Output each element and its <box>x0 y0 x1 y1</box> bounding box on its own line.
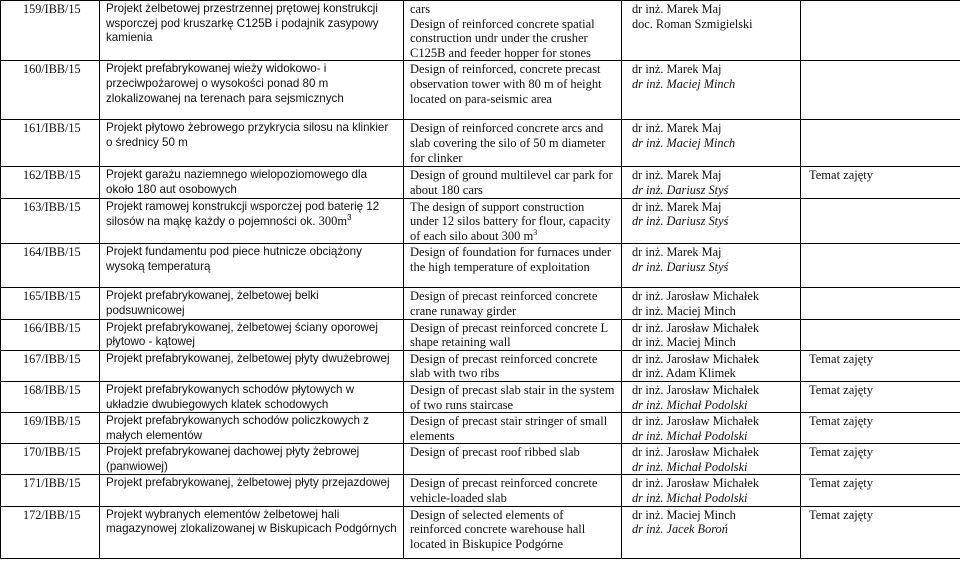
supervisor-name: dr inż. Jarosław Michałek <box>632 289 760 304</box>
topic-pl-superscript: 3 <box>347 213 352 223</box>
table-row <box>1 381 960 412</box>
table-row <box>1 444 960 475</box>
topic-id-cell: 164/IBB/15 <box>1 244 100 288</box>
supervisor-name: dr inż. Maciej Minch <box>632 335 736 350</box>
supervisor-name: dr inż. Michał Podolski <box>632 397 748 412</box>
supervisor-name: dr inż. Maciej Minch <box>632 76 736 91</box>
status-cell <box>801 244 960 288</box>
supervisor-name: dr inż. Dariusz Styś <box>632 214 729 229</box>
topic-id-cell: 171/IBB/15 <box>1 475 100 506</box>
supervisor-name: dr inż. Jarosław Michałek <box>632 351 760 366</box>
topic-en-cell: Design of precast reinforced concrete crane runaway girder <box>404 288 622 319</box>
supervisor-name: dr inż. Marek Maj <box>632 2 722 16</box>
supervisor-name: dr inż. Maciej Minch <box>632 303 736 318</box>
supervisors-cell <box>622 413 801 444</box>
supervisor-name: doc. Roman Szmigielski <box>632 16 753 31</box>
status-cell <box>801 319 960 350</box>
table-row <box>1 475 960 506</box>
topic-id-cell: 165/IBB/15 <box>1 288 100 319</box>
topic-en-cell: cars Design of reinforced concrete spatial construction undr under the crusher C125B and feeder hopper for stones <box>404 1 622 61</box>
topic-en-cell: Design of foundation for furnaces under the high temperature of exploitation <box>404 244 622 288</box>
topic-en-cell: Design of ground multilevel car park for about 180 cars <box>404 167 622 198</box>
supervisors-cell <box>622 288 801 319</box>
status-cell <box>801 288 960 319</box>
topic-id-cell: 170/IBB/15 <box>1 444 100 475</box>
status-cell: Temat zajęty <box>801 506 960 558</box>
status-cell: Temat zajęty <box>801 381 960 412</box>
supervisor-name: dr inż. Dariusz Styś <box>632 259 729 274</box>
table-row <box>1 350 960 381</box>
status-cell: Temat zajęty <box>801 413 960 444</box>
topic-en-cell: Design of precast reinforced concrete vehicle-loaded slab <box>404 475 622 506</box>
supervisor-name: dr inż. Adam Klimek <box>632 366 736 381</box>
supervisor-name: dr inż. Marek Maj <box>632 121 722 136</box>
topic-id-cell: 168/IBB/15 <box>1 381 100 412</box>
status-cell <box>801 120 960 167</box>
supervisor-name: dr inż. Michał Podolski <box>632 491 748 506</box>
topic-pl-cell: Projekt płytowo żebrowego przykrycia silosu na klinkier o średnicy 50 m <box>100 120 404 167</box>
topic-en-cell <box>404 198 622 244</box>
topic-pl-cell: Projekt prefabrykowanej, żelbetowej płyty przejazdowej <box>100 475 404 506</box>
supervisors-cell <box>622 244 801 288</box>
supervisors-cell <box>622 61 801 120</box>
supervisor-name: dr inż. Maciej Minch <box>632 507 736 522</box>
topic-en-cell: Design of precast reinforced concrete L shape retaining wall <box>404 319 622 350</box>
topic-id-cell: 172/IBB/15 <box>1 506 100 558</box>
supervisor-name: dr inż. Michał Podolski <box>632 459 748 474</box>
supervisor-name: dr inż. Jarosław Michałek <box>632 445 760 460</box>
topic-pl-cell: Projekt prefabrykowanych schodów płytowych w układzie dwubiegowych klatek schodowych <box>100 381 404 412</box>
table-row <box>1 120 960 167</box>
supervisors-cell <box>622 319 801 350</box>
topic-id-cell: 169/IBB/15 <box>1 413 100 444</box>
topic-id-cell: 167/IBB/15 <box>1 350 100 381</box>
supervisor-name: dr inż. Jacek Boroń <box>632 522 728 537</box>
topic-id-cell: 159/IBB/15 <box>1 1 100 61</box>
supervisors-cell <box>622 120 801 167</box>
topic-pl-cell: Projekt prefabrykowanych schodów policzkowych z małych elementów <box>100 413 404 444</box>
supervisors-cell <box>622 475 801 506</box>
topic-id-cell: 161/IBB/15 <box>1 120 100 167</box>
topic-en-cell: Design of selected elements of reinforced concrete warehouse hall located in Biskupice Podgórne <box>404 506 622 558</box>
supervisor-name: dr inż. Michał Podolski <box>632 428 748 443</box>
supervisors-cell <box>622 444 801 475</box>
supervisors-cell <box>622 506 801 558</box>
topic-id-cell: 166/IBB/15 <box>1 319 100 350</box>
topic-pl-cell: Projekt fundamentu pod piece hutnicze obciążony wysoką temperaturą <box>100 244 404 288</box>
topic-pl-cell: Projekt prefabrykowanej, żelbetowej belki podsuwnicowej <box>100 288 404 319</box>
supervisors-cell <box>622 381 801 412</box>
topic-pl-cell: Projekt wybranych elementów żelbetowej hali magazynowej zlokalizowanej w Biskupicach Podgórnych <box>100 506 404 558</box>
supervisors-cell <box>622 350 801 381</box>
status-cell: Temat zajęty <box>801 167 960 198</box>
topic-pl-cell: Projekt prefabrykowanej, żelbetowej ściany oporowej płytowo - kątowej <box>100 319 404 350</box>
topic-en-cell: Design of precast roof ribbed slab <box>404 444 622 475</box>
supervisor-name: dr inż. Marek Maj <box>632 62 722 77</box>
topic-pl-text: Projekt ramowej konstrukcji wsporczej pod baterię 12 silosów na mąkę każdy o pojemności ok. <box>106 199 383 229</box>
supervisor-name: dr inż. Jarosław Michałek <box>632 414 760 429</box>
topic-en-text: The design of support construction under 12 silos battery for flour, capacity of each silo about 300 m <box>410 199 614 243</box>
topic-pl-cell: Projekt żelbetowej przestrzennej prętowej konstrukcji wsporczej pod kruszarkę C125B i podajnik zasypowy kamienia <box>100 1 404 61</box>
topic-id-cell: 163/IBB/15 <box>1 198 100 244</box>
table-row <box>1 244 960 288</box>
status-cell <box>801 61 960 120</box>
supervisor-name: dr inż. Marek Maj <box>632 199 722 214</box>
table-body <box>1 1 960 559</box>
supervisor-name: dr inż. Marek Maj <box>632 168 722 183</box>
topic-pl-volume: 300m <box>318 214 348 229</box>
topic-pl-cell: Projekt garażu naziemnego wielopoziomowego dla około 180 aut osobowych <box>100 167 404 198</box>
table-row <box>1 1 960 61</box>
table-row <box>1 413 960 444</box>
supervisor-name: dr inż. Marek Maj <box>632 245 722 260</box>
topic-en-cell: Design of precast stair stringer of small elements <box>404 413 622 444</box>
supervisor-name: dr inż. Jarosław Michałek <box>632 382 760 397</box>
table-row <box>1 167 960 198</box>
table-row <box>1 506 960 558</box>
topic-pl-cell: Projekt prefabrykowanej wieży widokowo- i przeciwpożarowej o wysokości ponad 80 m zlokalizowanej na terenach para sejsmicznych <box>100 61 404 120</box>
topic-pl-cell: Projekt prefabrykowanej dachowej płyty żebrowej (panwiowej) <box>100 444 404 475</box>
topic-en-cell: Design of reinforced, concrete precast observation tower with 80 m of height located on para-seismic area <box>404 61 622 120</box>
topic-id-cell: 162/IBB/15 <box>1 167 100 198</box>
table-row <box>1 61 960 120</box>
status-cell: Temat zajęty <box>801 350 960 381</box>
supervisors-cell <box>622 198 801 244</box>
topic-en-cell: Design of reinforced concrete arcs and slab covering the silo of 50 m diameter for clinker <box>404 120 622 167</box>
supervisor-name: dr inż. Jarosław Michałek <box>632 476 760 491</box>
table-row <box>1 198 960 244</box>
supervisors-cell <box>622 1 801 61</box>
table-row <box>1 319 960 350</box>
topic-en-superscript: 3 <box>533 227 538 237</box>
status-cell: Temat zajęty <box>801 475 960 506</box>
supervisor-name: dr inż. Maciej Minch <box>632 135 736 150</box>
topic-id-cell: 160/IBB/15 <box>1 61 100 120</box>
status-cell: Temat zajęty <box>801 444 960 475</box>
table-row <box>1 288 960 319</box>
topic-pl-cell: Projekt prefabrykowanej, żelbetowej płyty dwużebrowej <box>100 350 404 381</box>
status-cell <box>801 1 960 61</box>
topic-en-cell: Design of precast slab stair in the system of two runs staircase <box>404 381 622 412</box>
status-cell <box>801 198 960 244</box>
supervisor-name: dr inż. Jarosław Michałek <box>632 320 760 335</box>
topic-en-cell: Design of precast reinforced concrete slab with two ribs <box>404 350 622 381</box>
topic-pl-cell <box>100 198 404 244</box>
supervisor-name: dr inż. Dariusz Styś <box>632 182 729 197</box>
supervisors-cell <box>622 167 801 198</box>
